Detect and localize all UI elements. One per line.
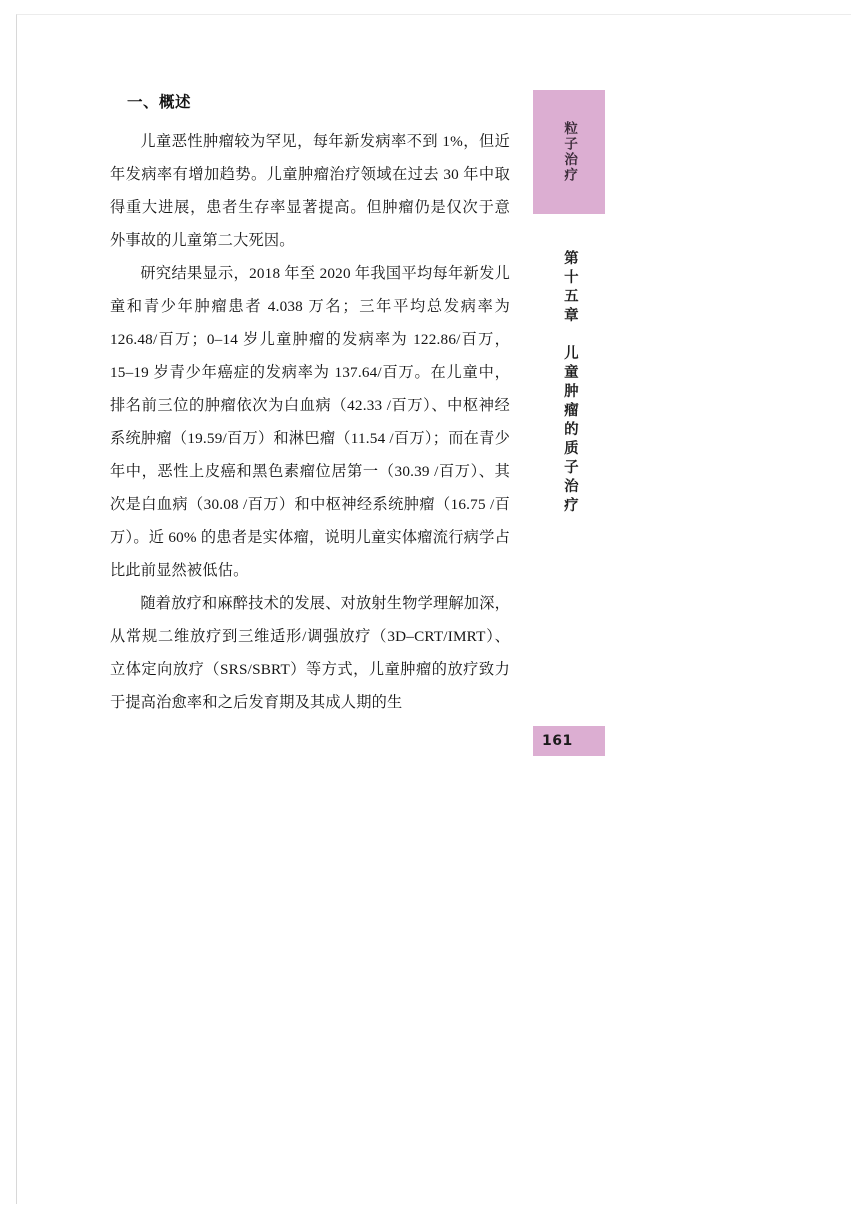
paragraph-2: 研究结果显示，2018 年至 2020 年我国平均每年新发儿童和青少年肿瘤患者 4.038 万名；三年平均总发病率为 126.48/百万；0–14 岁儿童肿瘤的发病率为 122.86/百万，15–19 岁青少年癌症的发病率为 137.64/百万。在儿童中，排名前三位的肿瘤依次为白血病（42.33 /百万）、中枢神经系统肿瘤（19.59/百万）和淋巴瘤（11.54 /百万）；而在青少年中，恶性上皮癌和黑色素瘤位居第一（30.39 /百万）、其次是白血病（30.08 /百万）和中枢神经系统肿瘤（16.75 /百万）。近 60% 的患者是实体瘤，说明儿童实体瘤流行病学占比此前显然被低估。 [110, 264, 510, 579]
page-number-block [533, 726, 605, 756]
section-heading: 一、概述 [127, 93, 192, 111]
chapter-title-vertical [533, 250, 605, 680]
part-tab-label: 粒子治疗 [561, 121, 578, 183]
page-number: 161 [542, 733, 573, 749]
paragraph-3: 随着放疗和麻醉技术的发展、对放射生物学理解加深，从常规二维放疗到三维适形/调强放疗（3D–CRT/IMRT）、立体定向放疗（SRS/SBRT）等方式，儿童肿瘤的放疗致力于提高治愈率和之后发育期及其成人期的生 [110, 594, 510, 711]
page-content-column [110, 90, 510, 720]
paragraph-1: 儿童恶性肿瘤较为罕见，每年新发病率不到 1%，但近年发病率有增加趋势。儿童肿瘤治疗领域在过去 30 年中取得重大进展，患者生存率显著提高。但肿瘤仍是仅次于意外事故的儿童第二大死因。 [110, 133, 510, 249]
part-tab [533, 90, 605, 214]
chapter-title-label: 第十五章 儿童肿瘤的质子治疗 [561, 250, 578, 516]
